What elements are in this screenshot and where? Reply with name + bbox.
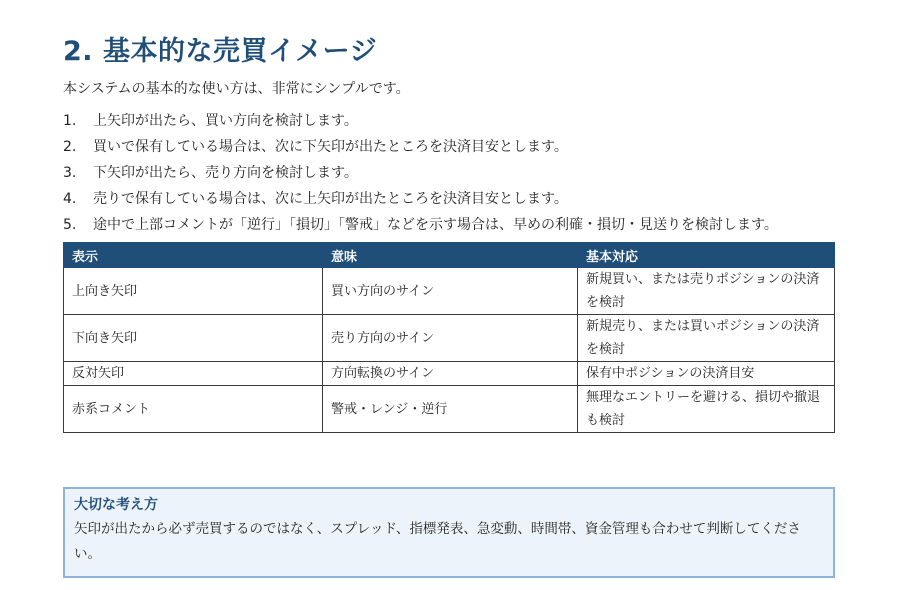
column-header-action: 基本対応: [578, 243, 835, 268]
list-item-text: 下矢印が出たら、売り方向を検討します。: [93, 165, 358, 181]
list-item-number: 4.: [63, 191, 77, 207]
column-header-meaning: 意味: [323, 243, 578, 268]
steps-list: [63, 108, 835, 238]
table-row: [64, 386, 835, 433]
table-cell: 新規売り、または買いポジションの決済を検討: [578, 315, 835, 362]
table-cell: 上向き矢印: [64, 268, 323, 315]
list-item-number: 3.: [63, 165, 77, 181]
table-cell: 無理なエントリーを避ける、損切や撤退も検討: [578, 386, 835, 433]
signal-table: [63, 242, 835, 433]
table-row: [64, 362, 835, 386]
note-title: 大切な考え方: [74, 497, 158, 513]
table-row: [64, 315, 835, 362]
list-item-text: 売りで保有している場合は、次に上矢印が出たところを決済目安とします。: [93, 191, 568, 207]
important-note-box: [63, 487, 835, 578]
table-cell: 警戒・レンジ・逆行: [323, 386, 578, 433]
column-header-display: 表示: [64, 243, 323, 268]
table-cell: 反対矢印: [64, 362, 323, 386]
table-cell: 買い方向のサイン: [323, 268, 578, 315]
list-item-text: 途中で上部コメントが「逆行」「損切」「警戒」などを示す場合は、早めの利確・損切・見送りを検討します。: [93, 217, 778, 233]
table-cell: 下向き矢印: [64, 315, 323, 362]
table-cell: 保有中ポジションの決済目安: [578, 362, 835, 386]
list-item-text: 上矢印が出たら、買い方向を検討します。: [93, 113, 358, 129]
list-item: [63, 212, 835, 238]
table-cell: 方向転換のサイン: [323, 362, 578, 386]
list-item: [63, 134, 835, 160]
note-body: 矢印が出たから必ず売買するのではなく、スプレッド、指標発表、急変動、時間帯、資金管理も合わせて判断してください。: [74, 521, 801, 562]
list-item-text: 買いで保有している場合は、次に下矢印が出たところを決済目安とします。: [93, 139, 568, 155]
table-cell: 赤系コメント: [64, 386, 323, 433]
intro-text: 本システムの基本的な使い方は、非常にシンプルです。: [63, 81, 410, 97]
table-header-row: [64, 243, 835, 268]
table-row: [64, 268, 835, 315]
list-item-number: 5.: [63, 217, 77, 233]
table-cell: 売り方向のサイン: [323, 315, 578, 362]
list-item: [63, 186, 835, 212]
document-page: [63, 32, 835, 433]
list-item: [63, 160, 835, 186]
list-item-number: 2.: [63, 139, 77, 155]
table-cell: 新規買い、または売りポジションの決済を検討: [578, 268, 835, 315]
list-item-number: 1.: [63, 113, 77, 129]
section-heading: 2. 基本的な売買イメージ: [63, 36, 378, 67]
list-item: [63, 108, 835, 134]
